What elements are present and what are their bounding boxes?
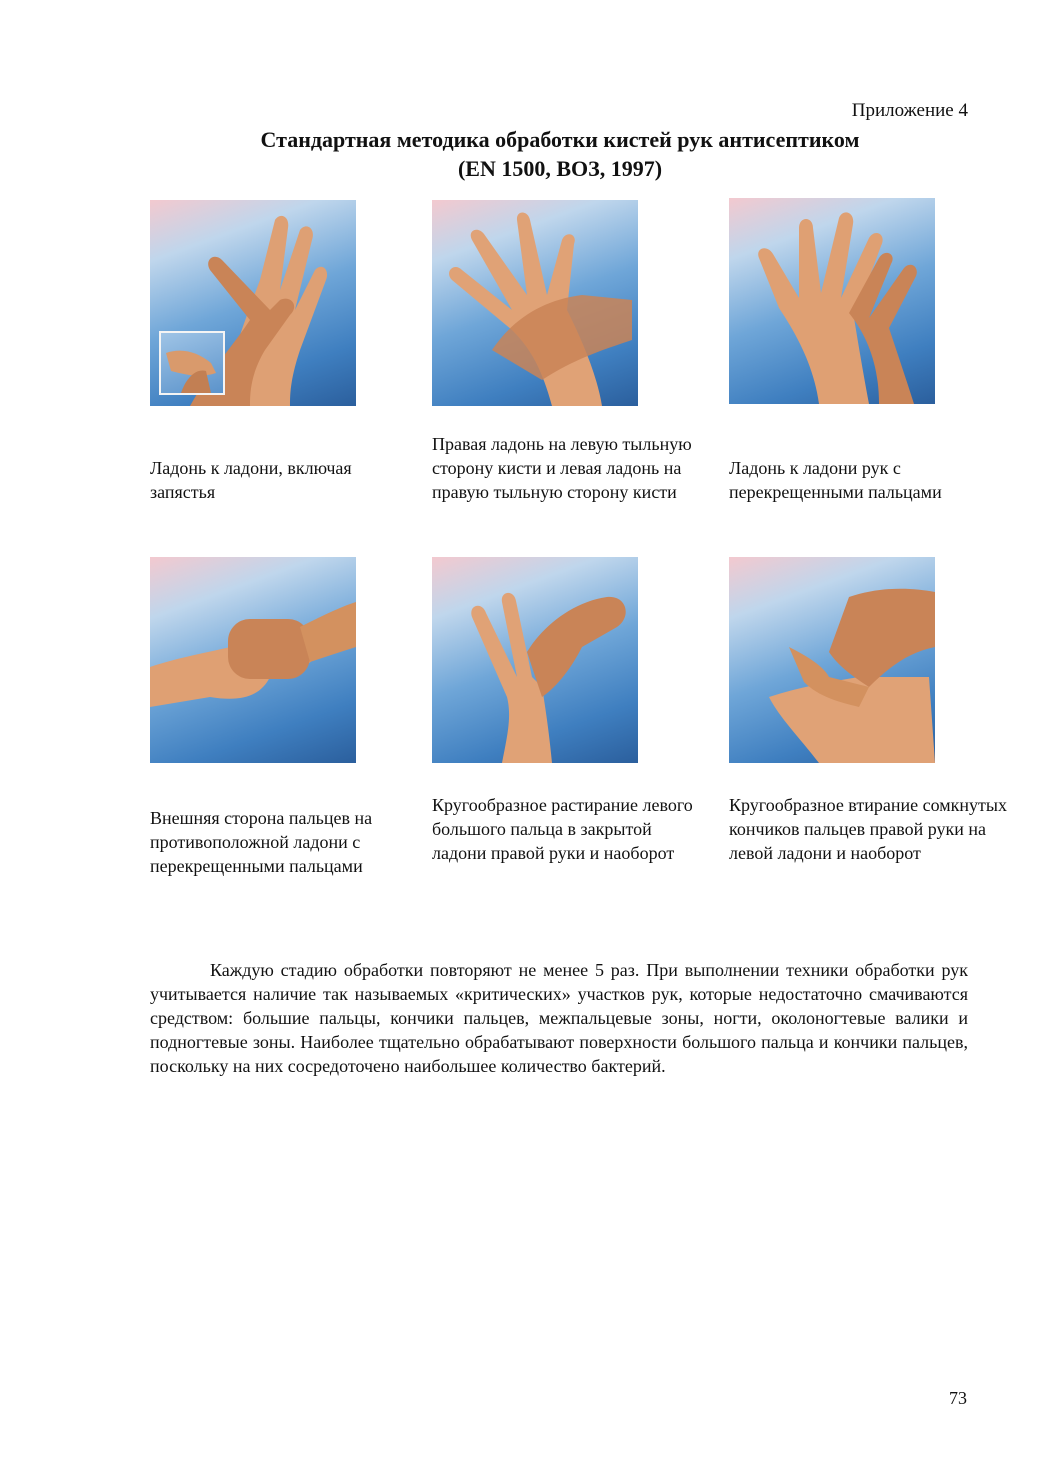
appendix-label: Приложение 4 (851, 100, 968, 121)
step-3-caption: Ладонь к ладони рук с перекрещенными пальцами (729, 458, 942, 502)
backs-of-fingers-icon (150, 557, 356, 763)
wrist-inset-photo (159, 331, 225, 395)
page-title (0, 125, 1040, 183)
palm-over-back-icon (432, 200, 638, 406)
interlaced-fingers-icon (729, 198, 935, 404)
step-1-photo (150, 200, 356, 406)
page-number: 73 (949, 1388, 967, 1408)
step-5-photo (432, 557, 638, 763)
step-4-caption: Внешняя сторона пальцев на противоположной ладони с перекрещенными пальцами (150, 808, 373, 876)
thumb-rub-icon (432, 557, 638, 763)
step-3-photo (729, 198, 935, 404)
step-1-caption: Ладонь к ладони, включая запястья (150, 458, 352, 502)
title-line-1: Стандартная методика обработки кистей рук антисептиком (260, 127, 860, 152)
step-2-photo (432, 200, 638, 406)
title-line-2: (EN 1500, ВОЗ, 1997) (457, 156, 663, 181)
step-2-caption: Правая ладонь на левую тыльную сторону кисти и левая ладонь на правую тыльную сторону кисти (432, 434, 692, 502)
step-6-photo (729, 557, 935, 763)
step-4-photo (150, 557, 356, 763)
step-6-caption: Кругообразное втирание сомкнутых кончиков пальцев правой руки на левой ладони и наоборот (729, 795, 1007, 863)
body-paragraph: Каждую стадию обработки повторяют не менее 5 раз. При выполнении техники обработки рук учитывается наличие так называемых «критических» участков рук, которые недостаточно смачиваются средством: большие пальцы, кончики пальцев, межпальцевые зоны, ногти, околоногтевые валики и подногтевые зоны. Наиболее тщательно обрабатывают поверхности большого пальца и кончики пальцев, поскольку на них сосредоточено наибольшее количество бактерий. (150, 960, 968, 1076)
wrist-rub-icon (161, 333, 223, 393)
step-5-caption: Кругообразное растирание левого большого пальца в закрытой ладони правой руки и наоборот (432, 795, 693, 863)
fingertips-rub-icon (729, 557, 935, 763)
